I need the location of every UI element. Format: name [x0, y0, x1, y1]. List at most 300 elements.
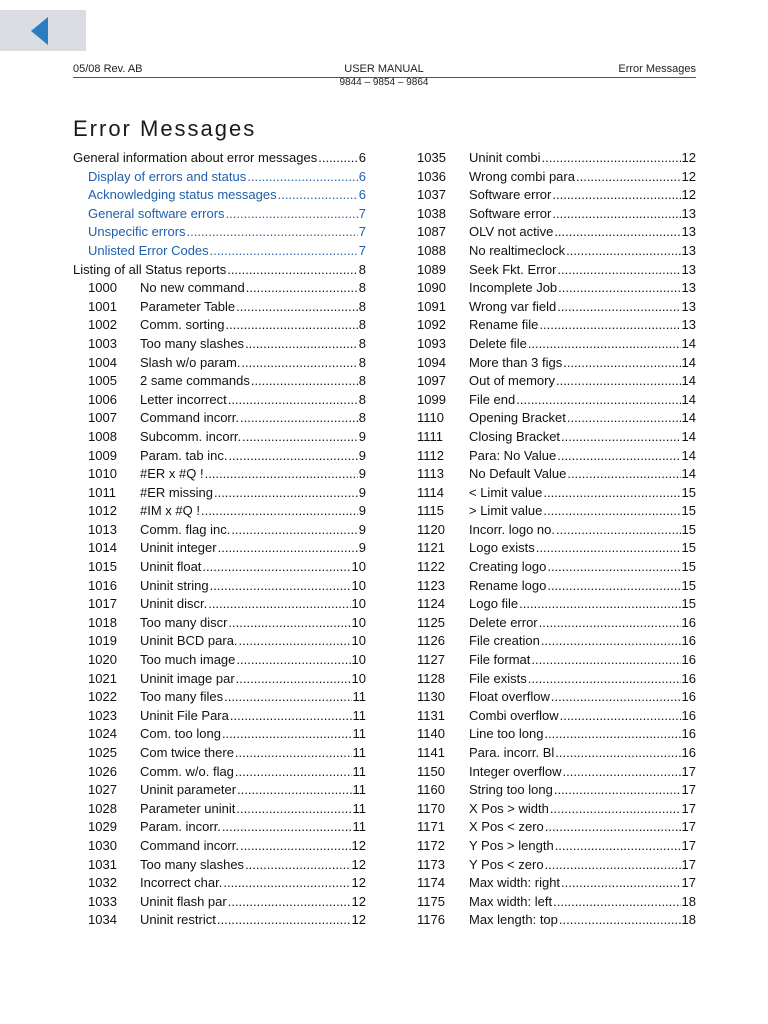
- error-code: 1018: [88, 614, 117, 630]
- error-code: 1094: [417, 354, 446, 370]
- page-number: 13: [681, 261, 696, 277]
- error-code: 1175: [417, 893, 445, 909]
- error-code-entry[interactable]: [73, 447, 366, 466]
- toc-entry[interactable]: [73, 242, 366, 261]
- entry-label: < Limit value: [469, 484, 543, 500]
- error-code-entry[interactable]: [417, 911, 696, 930]
- dot-leader: [226, 205, 358, 224]
- error-code-entry[interactable]: [417, 800, 696, 819]
- error-code-entry[interactable]: [417, 168, 696, 187]
- page-number: 11: [352, 726, 366, 742]
- entry-label: Slash w/o param.: [140, 354, 241, 370]
- dot-leader: [516, 391, 680, 410]
- entry-label: Delete file: [469, 335, 527, 351]
- dot-leader: [236, 670, 351, 689]
- error-code-entry[interactable]: [417, 577, 696, 596]
- error-code-entry[interactable]: [73, 465, 366, 484]
- entry-label: Letter incorrect: [140, 391, 227, 407]
- error-code: 1111: [417, 428, 444, 444]
- error-code-entry[interactable]: [417, 670, 696, 689]
- error-code: 1176: [417, 912, 445, 928]
- error-code-entry[interactable]: [417, 186, 696, 205]
- entry-label: No new command: [140, 280, 245, 296]
- error-code: 1124: [417, 596, 445, 612]
- error-code-entry[interactable]: [417, 205, 696, 224]
- error-code: 1020: [88, 652, 117, 668]
- entry-label: Max width: right: [469, 875, 561, 891]
- entry-label: Unspecific errors: [88, 224, 186, 240]
- error-code: 1011: [88, 484, 116, 500]
- dot-leader: [235, 763, 352, 782]
- entry-label: 2 same commands: [140, 373, 250, 389]
- error-code-entry[interactable]: [417, 428, 696, 447]
- dot-leader: [235, 744, 352, 763]
- error-code-entry[interactable]: [73, 781, 366, 800]
- page-number: 14: [681, 335, 696, 351]
- entry-label: Incorrect char.: [140, 875, 223, 891]
- entry-label: Max length: top: [469, 912, 558, 928]
- error-code-entry[interactable]: [73, 391, 366, 410]
- page-number: 9: [358, 447, 366, 463]
- error-code: 1029: [88, 819, 117, 835]
- page-number: 7: [358, 205, 366, 221]
- dot-leader: [210, 242, 358, 261]
- page-number: 10: [351, 596, 366, 612]
- toc-entry[interactable]: [73, 149, 366, 168]
- error-code: 1007: [88, 410, 117, 426]
- dot-leader: [551, 688, 681, 707]
- entry-label: X Pos < zero: [469, 819, 544, 835]
- entry-label: Uninit BCD para.: [140, 633, 238, 649]
- error-code: 1026: [88, 763, 117, 779]
- error-code-entry[interactable]: [417, 335, 696, 354]
- dot-leader: [245, 335, 358, 354]
- entry-label: No Default Value: [469, 466, 567, 482]
- page-number: 10: [351, 670, 366, 686]
- page-number: 13: [681, 298, 696, 314]
- page-number: 6: [358, 168, 366, 184]
- dot-leader: [576, 168, 681, 187]
- entry-label: Subcomm. incorr.: [140, 428, 242, 444]
- error-code: 1012: [88, 503, 117, 519]
- entry-label: Acknowledging status messages: [88, 187, 277, 203]
- error-code-entry[interactable]: [73, 428, 366, 447]
- page-number: 12: [681, 168, 696, 184]
- error-code-entry[interactable]: [417, 484, 696, 503]
- error-code: 1090: [417, 280, 446, 296]
- entry-label: Line too long: [469, 726, 544, 742]
- dot-leader: [239, 632, 351, 651]
- error-code: 1150: [417, 763, 445, 779]
- error-code: 1087: [417, 224, 446, 240]
- error-code-entry[interactable]: [73, 911, 366, 930]
- page-number: 12: [351, 837, 366, 853]
- dot-leader: [236, 800, 351, 819]
- toc-entry[interactable]: [73, 205, 366, 224]
- error-code-entry[interactable]: [417, 837, 696, 856]
- error-code-entry[interactable]: [73, 577, 366, 596]
- error-code: 1120: [417, 521, 445, 537]
- error-code-entry[interactable]: [417, 763, 696, 782]
- entry-label: Delete error: [469, 614, 538, 630]
- error-code-entry[interactable]: [73, 893, 366, 912]
- error-code-entry[interactable]: [417, 447, 696, 466]
- page-number: 17: [681, 819, 696, 835]
- dot-leader: [552, 205, 680, 224]
- error-code-entry[interactable]: [73, 558, 366, 577]
- error-code: 1126: [417, 633, 445, 649]
- page-number: 13: [681, 317, 696, 333]
- error-code-entry[interactable]: [417, 856, 696, 875]
- error-code: 1025: [88, 745, 117, 760]
- page-number: 15: [681, 521, 696, 537]
- error-code-entry[interactable]: [417, 149, 696, 168]
- error-code: 1023: [88, 707, 117, 723]
- error-code-entry[interactable]: [417, 614, 696, 633]
- page-number: 17: [681, 837, 696, 853]
- entry-label: Combi overflow: [469, 707, 559, 723]
- error-code-entry[interactable]: [73, 763, 366, 782]
- error-code-entry[interactable]: [417, 725, 696, 744]
- dot-leader: [563, 763, 681, 782]
- page-number: 13: [681, 280, 696, 296]
- error-code-entry[interactable]: [417, 688, 696, 707]
- dot-leader: [228, 893, 351, 912]
- error-code: 1006: [88, 391, 117, 407]
- error-code: 1112: [417, 447, 444, 463]
- entry-label: Uninit integer: [140, 540, 217, 556]
- page-number: 11: [352, 800, 366, 816]
- error-code-entry[interactable]: [73, 651, 366, 670]
- error-code: 1032: [88, 875, 117, 891]
- header-models: 9844 – 9854 – 9864: [339, 77, 429, 88]
- entry-label: Listing of all Status reports: [73, 261, 227, 277]
- error-code-entry[interactable]: [417, 391, 696, 410]
- page-number: 17: [681, 763, 696, 779]
- dot-leader: [557, 447, 680, 466]
- page-number: 8: [358, 354, 366, 370]
- page-number: 9: [358, 466, 366, 482]
- entry-label: Y Pos < zero: [469, 856, 544, 872]
- dot-leader: [536, 539, 681, 558]
- error-code-entry[interactable]: [417, 409, 696, 428]
- dot-leader: [246, 279, 358, 298]
- entry-label: Display of errors and status: [88, 168, 247, 184]
- page-number: 14: [681, 447, 696, 463]
- error-code-entry[interactable]: [73, 298, 366, 317]
- error-code-entry[interactable]: [73, 856, 366, 875]
- entry-label: File creation: [469, 633, 540, 649]
- error-code: 1123: [417, 577, 445, 593]
- entry-label: Uninit string: [140, 577, 209, 593]
- toc-entry[interactable]: [73, 186, 366, 205]
- error-code: 1122: [417, 559, 445, 575]
- error-code-entry[interactable]: [73, 632, 366, 651]
- dot-leader: [228, 391, 358, 410]
- error-code-entry[interactable]: [73, 354, 366, 373]
- error-code: 1093: [417, 335, 446, 351]
- dot-leader: [205, 465, 358, 484]
- error-code-entry[interactable]: [73, 595, 366, 614]
- error-code-entry[interactable]: [417, 539, 696, 558]
- error-code-entry[interactable]: [73, 279, 366, 298]
- page-number: 9: [358, 484, 366, 500]
- toc-right-column: [417, 149, 696, 930]
- back-button[interactable]: [0, 10, 86, 51]
- error-code-entry[interactable]: [417, 595, 696, 614]
- page-number: 14: [681, 410, 696, 426]
- dot-leader: [519, 595, 680, 614]
- dot-leader: [542, 149, 681, 168]
- dot-leader: [231, 521, 357, 540]
- error-code-entry[interactable]: [73, 372, 366, 391]
- dot-leader: [547, 577, 680, 596]
- entry-label: More than 3 figs: [469, 354, 563, 370]
- error-code-entry[interactable]: [73, 409, 366, 428]
- error-code: 1088: [417, 242, 446, 258]
- page-number: 16: [681, 633, 696, 649]
- page-number: 6: [358, 150, 366, 165]
- page-number: 10: [351, 614, 366, 630]
- dot-leader: [558, 279, 680, 298]
- error-code-entry[interactable]: [417, 372, 696, 391]
- error-code-entry[interactable]: [417, 465, 696, 484]
- error-code-entry[interactable]: [73, 707, 366, 726]
- page-number: 8: [358, 373, 366, 389]
- entry-label: #ER x #Q !: [140, 466, 204, 482]
- error-code-entry[interactable]: [417, 316, 696, 335]
- error-code: 1114: [417, 484, 444, 500]
- page-number: 6: [358, 187, 366, 203]
- page-number: 16: [681, 652, 696, 668]
- error-code: 1160: [417, 782, 445, 798]
- entry-label: Uninit File Para: [140, 707, 229, 723]
- entry-label: Uninit image par: [140, 670, 235, 686]
- entry-label: Command incorr.: [140, 837, 239, 853]
- error-code: 1110: [417, 410, 444, 426]
- dot-leader: [217, 911, 351, 930]
- error-code-entry[interactable]: [73, 316, 366, 335]
- page-number: 17: [681, 856, 696, 872]
- error-code-entry[interactable]: [73, 725, 366, 744]
- error-code: 1172: [417, 837, 445, 853]
- entry-label: Comm. w/o. flag: [140, 763, 234, 779]
- error-code: 1037: [417, 187, 446, 203]
- entry-label: Uninit restrict: [140, 912, 216, 928]
- dot-leader: [554, 223, 680, 242]
- dot-leader: [208, 595, 350, 614]
- page-number: 8: [358, 261, 366, 277]
- page-number: 16: [681, 614, 696, 630]
- error-code: 1005: [88, 373, 117, 389]
- error-code-entry[interactable]: [417, 781, 696, 800]
- error-code: 1019: [88, 633, 117, 649]
- error-code: 1141: [417, 745, 445, 760]
- dot-leader: [223, 874, 350, 893]
- dot-leader: [210, 577, 351, 596]
- error-code: 1038: [417, 205, 446, 221]
- entry-label: Incomplete Job: [469, 280, 558, 296]
- page-number: 15: [681, 596, 696, 612]
- page-number: 15: [681, 577, 696, 593]
- page-number: 12: [351, 856, 366, 872]
- page-number: 14: [681, 373, 696, 389]
- dot-leader: [528, 335, 681, 354]
- error-code: 1013: [88, 521, 117, 537]
- error-code-entry[interactable]: [417, 354, 696, 373]
- error-code-entry[interactable]: [73, 335, 366, 354]
- entry-label: Comm. flag inc.: [140, 521, 231, 537]
- error-code-entry[interactable]: [417, 632, 696, 651]
- page-number: 11: [352, 689, 366, 705]
- error-code-entry[interactable]: [417, 521, 696, 540]
- dot-leader: [547, 558, 680, 577]
- entry-label: Too much image: [140, 652, 236, 668]
- entry-label: Rename logo: [469, 577, 547, 593]
- page-number: 11: [352, 819, 366, 835]
- error-code-entry[interactable]: [417, 502, 696, 521]
- error-code-entry[interactable]: [417, 744, 696, 763]
- toc-entry[interactable]: [73, 223, 366, 242]
- page-number: 9: [358, 540, 366, 556]
- error-code-entry[interactable]: [73, 670, 366, 689]
- entry-label: File format: [469, 652, 531, 668]
- error-code-entry[interactable]: [417, 223, 696, 242]
- error-code: 1128: [417, 670, 445, 686]
- entry-label: Param. tab inc.: [140, 447, 228, 463]
- error-code-entry[interactable]: [417, 874, 696, 893]
- dot-leader: [236, 651, 350, 670]
- dot-leader: [318, 149, 358, 168]
- page-number: 14: [681, 428, 696, 444]
- error-code-entry[interactable]: [417, 893, 696, 912]
- page-number: 12: [351, 893, 366, 909]
- dot-leader: [531, 651, 680, 670]
- page-number: 9: [358, 521, 366, 537]
- entry-label: Logo file: [469, 596, 519, 612]
- page-number: 7: [358, 224, 366, 240]
- entry-label: Para. incorr. Bl: [469, 745, 555, 760]
- dot-leader: [545, 818, 681, 837]
- dot-leader: [556, 521, 681, 540]
- error-code-entry[interactable]: [73, 502, 366, 521]
- entry-label: Uninit combi: [469, 150, 541, 165]
- error-code: 1171: [417, 819, 445, 835]
- dot-leader: [236, 298, 358, 317]
- error-code: 1036: [417, 168, 446, 184]
- page-number: 16: [681, 726, 696, 742]
- dot-leader: [555, 744, 680, 763]
- error-code-entry[interactable]: [73, 521, 366, 540]
- error-code-entry[interactable]: [73, 688, 366, 707]
- entry-label: Creating logo: [469, 559, 547, 575]
- error-code-entry[interactable]: [417, 707, 696, 726]
- error-code-entry[interactable]: [417, 558, 696, 577]
- error-code-entry[interactable]: [73, 484, 366, 503]
- dot-leader: [202, 558, 350, 577]
- header-manual-title: USER MANUAL: [344, 63, 424, 75]
- dot-leader: [226, 316, 358, 335]
- error-code-entry[interactable]: [73, 614, 366, 633]
- page-number: 17: [681, 800, 696, 816]
- entry-label: Out of memory: [469, 373, 555, 389]
- dot-leader: [241, 354, 357, 373]
- error-code-entry[interactable]: [73, 818, 366, 837]
- error-code: 1140: [417, 726, 445, 742]
- entry-label: Uninit flash par: [140, 893, 227, 909]
- triangle-left-icon: [31, 17, 51, 45]
- page-number: 10: [351, 577, 366, 593]
- error-code: 1031: [88, 856, 117, 872]
- page-number: 10: [351, 559, 366, 575]
- page-number: 15: [681, 540, 696, 556]
- toc-entry[interactable]: [73, 261, 366, 280]
- page-number: 14: [681, 391, 696, 407]
- dot-leader: [228, 447, 357, 466]
- entry-label: Rename file: [469, 317, 539, 333]
- entry-label: Com twice there: [140, 745, 234, 760]
- entry-label: Uninit discr.: [140, 596, 208, 612]
- page-number: 15: [681, 559, 696, 575]
- error-code-entry[interactable]: [73, 837, 366, 856]
- dot-leader: [557, 261, 680, 280]
- error-code-entry[interactable]: [73, 874, 366, 893]
- error-code: 1035: [417, 150, 446, 165]
- entry-label: Command incorr.: [140, 410, 239, 426]
- error-code: 1002: [88, 317, 117, 333]
- error-code-entry[interactable]: [73, 744, 366, 763]
- header-section: Error Messages: [618, 63, 696, 75]
- dot-leader: [561, 874, 680, 893]
- error-code: 1030: [88, 837, 117, 853]
- toc-entry[interactable]: [73, 168, 366, 187]
- entry-label: Too many slashes: [140, 335, 245, 351]
- entry-label: Param. incorr.: [140, 819, 221, 835]
- error-code: 1121: [417, 540, 445, 556]
- dot-leader: [560, 707, 681, 726]
- error-code: 1127: [417, 652, 445, 668]
- error-code-entry[interactable]: [73, 539, 366, 558]
- dot-leader: [556, 372, 681, 391]
- page-number: 16: [681, 670, 696, 686]
- dot-leader: [222, 818, 352, 837]
- entry-label: #ER missing: [140, 484, 213, 500]
- page-number: 14: [681, 354, 696, 370]
- entry-label: Too many slashes: [140, 856, 245, 872]
- entry-label: Software error: [469, 187, 552, 203]
- error-code-entry[interactable]: [417, 242, 696, 261]
- error-code: 1097: [417, 373, 446, 389]
- entry-label: Incorr. logo no.: [469, 521, 555, 537]
- page-title: Error Messages: [73, 116, 257, 141]
- dot-leader: [567, 409, 681, 428]
- page-number: 10: [351, 652, 366, 668]
- error-code-entry[interactable]: [417, 651, 696, 670]
- dot-leader: [557, 298, 680, 317]
- entry-label: Closing Bracket: [469, 428, 561, 444]
- page-number: 12: [351, 912, 366, 928]
- error-code-entry[interactable]: [417, 261, 696, 280]
- error-code-entry[interactable]: [417, 298, 696, 317]
- error-code-entry[interactable]: [417, 818, 696, 837]
- entry-label: Uninit parameter: [140, 782, 237, 798]
- page-number: 18: [681, 893, 696, 909]
- dot-leader: [539, 316, 680, 335]
- entry-label: Parameter Table: [140, 298, 236, 314]
- error-code-entry[interactable]: [417, 279, 696, 298]
- page-number: 12: [351, 875, 366, 891]
- error-code-entry[interactable]: [73, 800, 366, 819]
